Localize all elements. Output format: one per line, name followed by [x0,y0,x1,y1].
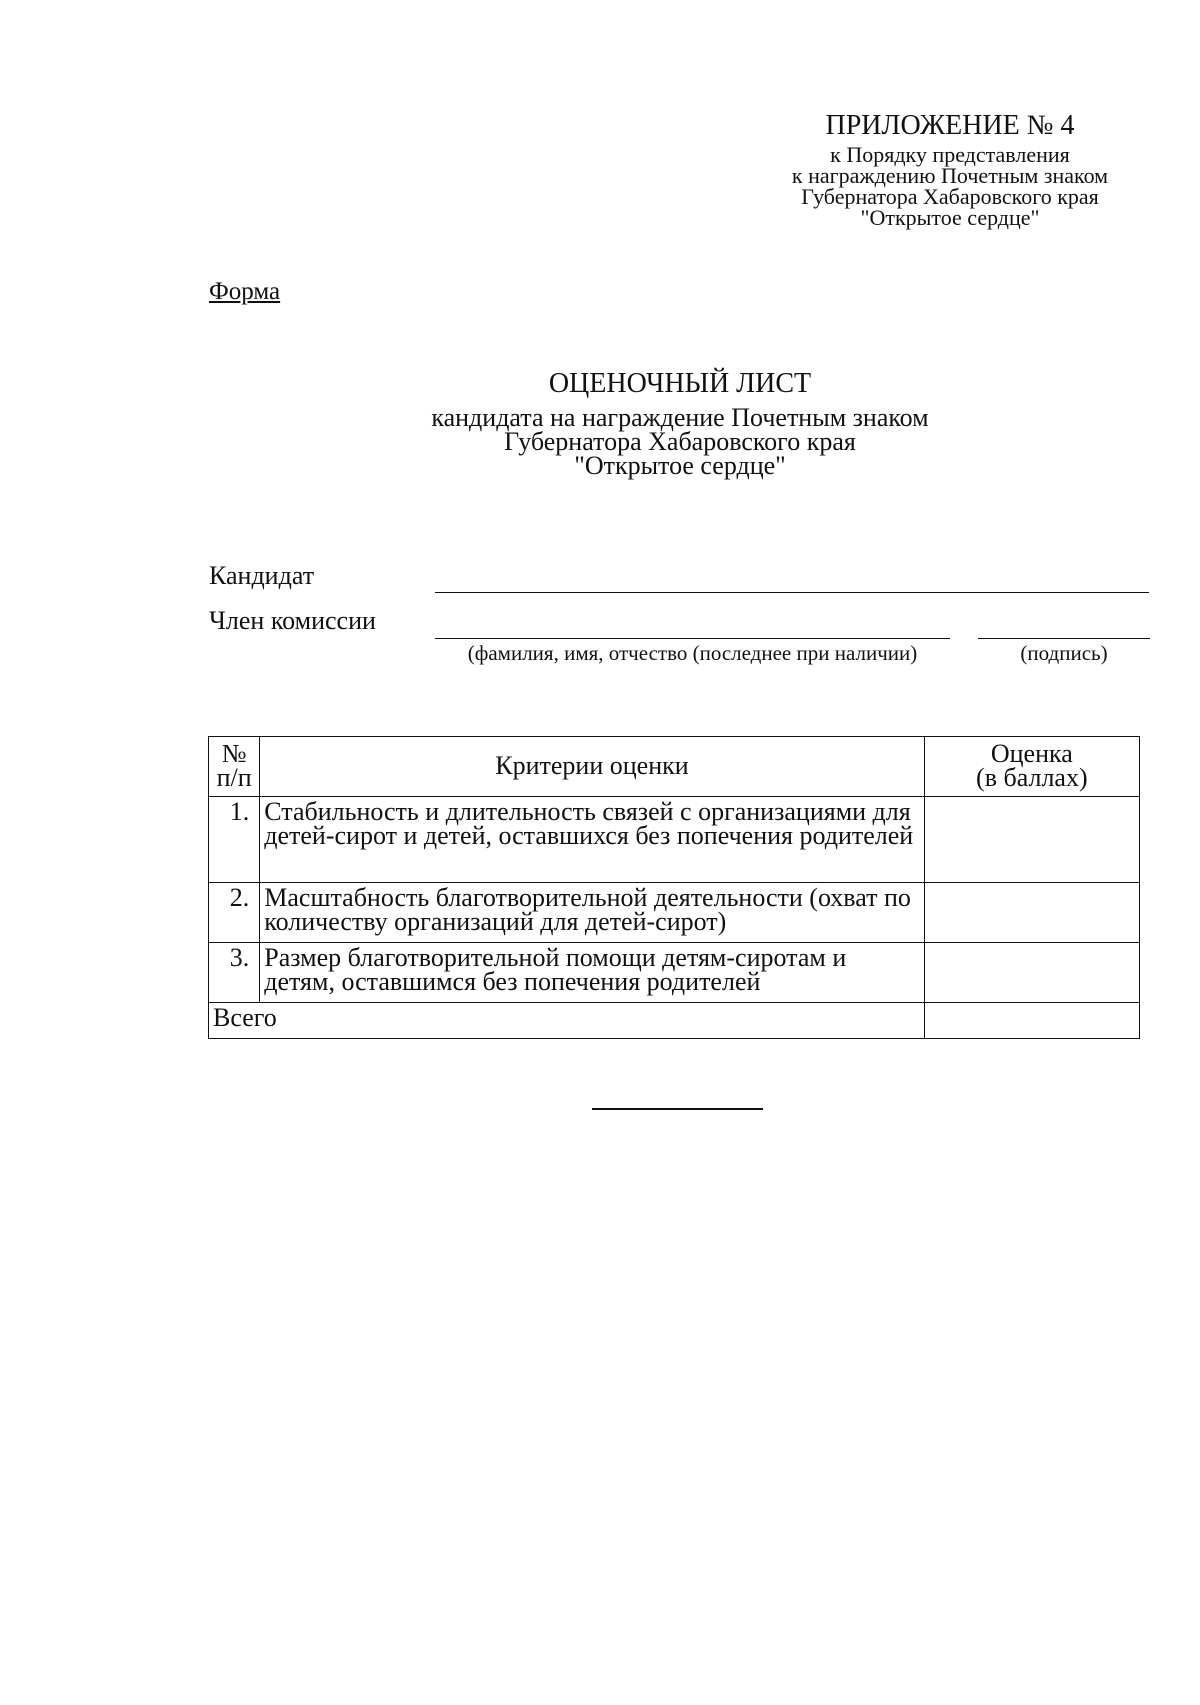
appendix-title: ПРИЛОЖЕНИЕ № 4 [825,110,1075,141]
row-score-cell[interactable] [924,943,1139,1003]
form-label: Форма [209,278,281,305]
appendix-line: "Открытое сердце" [860,205,1040,230]
row-criteria: Размер благотворительной помощи детям-сиротам и детям, оставшимся без попечения родителей [260,943,924,1003]
signature-caption: (подпись) [1020,641,1108,665]
candidate-label: Кандидат [209,561,315,590]
candidate-fill-line[interactable] [435,592,1149,593]
member-name-fill-line[interactable] [435,638,950,639]
title-line: кандидата на награждение Почетным знаком [431,403,929,432]
closing-separator-line [592,1108,763,1110]
appendix-header [760,112,1140,228]
appendix-line: к награждению Почетным знаком [791,163,1109,188]
header-score [924,737,1139,797]
name-caption: (фамилия, имя, отчество (последнее при наличии) [467,641,918,665]
header-number-line: п/п [216,763,252,792]
appendix-line: к Порядку представления [830,142,1070,167]
row-number: 2. [209,883,260,943]
row-criteria: Масштабность благотворительной деятельности (охват по количеству организаций для детей-сирот) [260,883,924,943]
row-criteria: Стабильность и длительность связей с организациями для детей-сирот и детей, оставшихся без попечения родителей [260,797,924,883]
table-row [209,943,1140,1003]
row-score-cell[interactable] [924,883,1139,943]
table-header-row [209,737,1140,797]
appendix-line: Губернатора Хабаровского края [801,184,1099,209]
header-number-line: № [221,739,247,768]
total-score-cell[interactable] [924,1003,1139,1039]
header-criteria: Критерии оценки [260,737,924,797]
commission-member-label: Член комиссии [209,606,376,635]
row-number: 1. [209,797,260,883]
table-total-row [209,1003,1140,1039]
document-title [300,368,1060,478]
table-row [209,883,1140,943]
total-label: Всего [209,1003,925,1039]
header-number [209,737,260,797]
header-score-line: (в баллах) [976,763,1088,792]
header-score-line: Оценка [990,739,1073,768]
row-number: 3. [209,943,260,1003]
row-score-cell[interactable] [924,797,1139,883]
title-line: "Открытое сердце" [574,451,786,480]
title-line: Губернатора Хабаровского края [504,427,856,456]
table-row [209,797,1140,883]
member-signature-fill-line[interactable] [978,638,1150,639]
evaluation-table [208,736,1140,1039]
title-main: ОЦЕНОЧНЫЙ ЛИСТ [548,368,812,399]
